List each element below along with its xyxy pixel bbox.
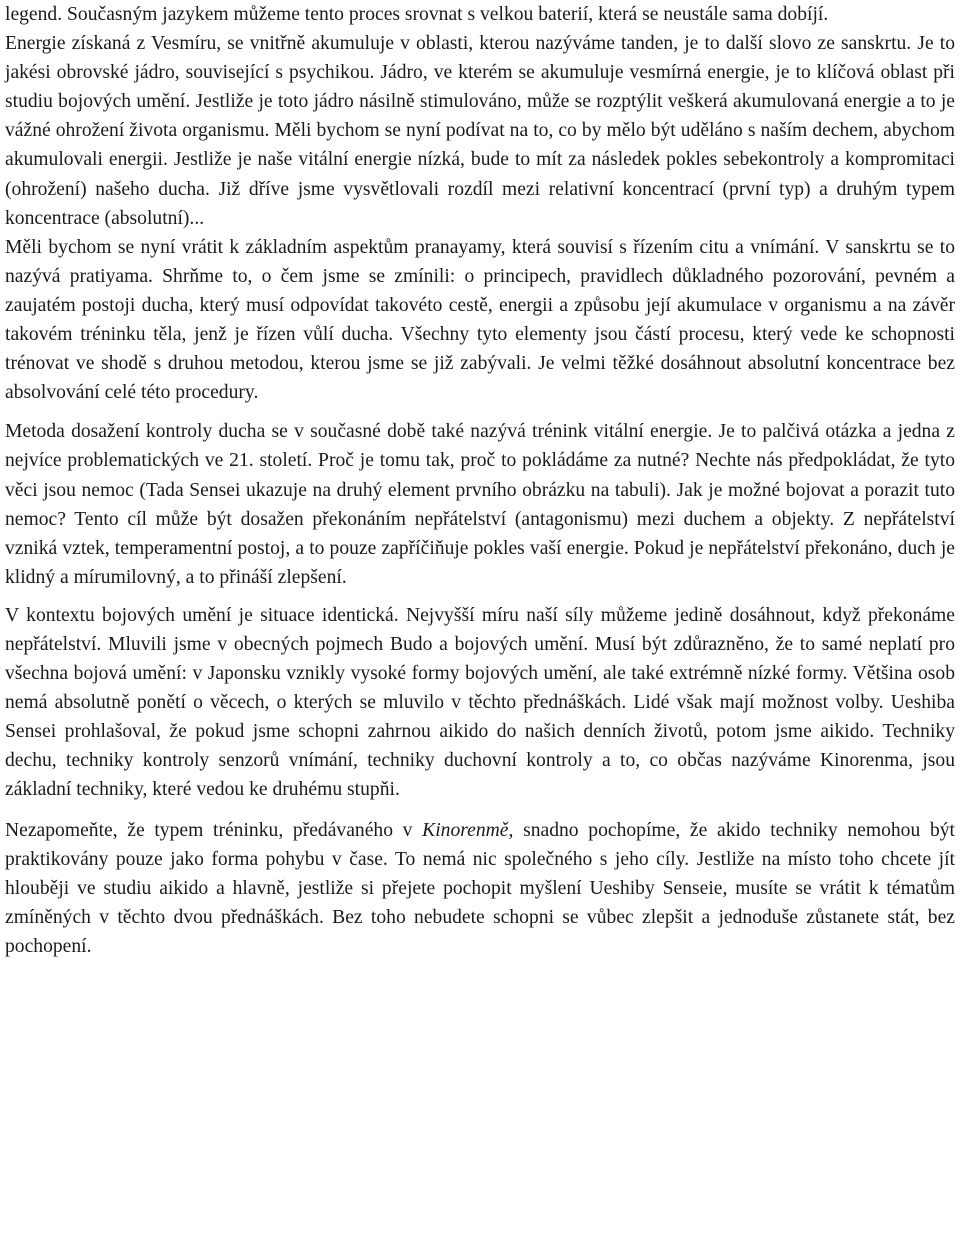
paragraph-vital-energy: Metoda dosažení kontroly ducha se v současné době také nazývá trénink vitální energie. Je to palčivá otázka a jedna z nejvíce problematických ve 21. století. Proč je tomu tak, proč to pokládáme za nutné? Nechte nás předpokládat, že tyto věci jsou nemoc (Tada Sensei ukazuje na druhý element prvního obrázku na tabuli). Jak je možné bojovat a porazit tuto nemoc? Tento cíl může být dosažen překonáním nepřátelství (antagonismu) mezi duchem a objekty. Z nepřátelství vzniká vztek, temperamentní postoj, a to pouze zapříčiňuje pokles vaší energie. Pokud je nepřátelství překonáno, duch je klidný a mírumilovný, a to přináší zlepšení. xyxy=(5,421,955,588)
document-page xyxy=(5,0,955,961)
paragraph-battery: legend. Současným jazykem můžeme tento proces srovnat s velkou baterií, která se neustále sama dobíjí. xyxy=(5,4,829,25)
paragraph-martial-arts: V kontextu bojových umění je situace identická. Nejvyšší míru naší síly můžeme jedině dosáhnout, když překonáme nepřátelství. Mluvili jsme v obecných pojmech Budo a bojových umění. Musí být zdůrazněno, že to samé neplatí pro všechna bojová umění: v Japonsku vznikly vysoké formy bojových umění, ale také extrémně nízké formy. Většina osob nemá absolutně ponětí o věcech, o kterých se mluvilo v těchto přednáškách. Lidé však mají možnost volby. Ueshiba Sensei prohlašoval, že pokud jsme schopni zahrnou aikido do našich denních životů, potom jsme aikido. Techniky dechu, techniky kontroly senzorů vnímání, techniky duchovní kontroly a to, co občas nazýváme Kinorenma, jsou základní techniky, které vedou ke druhému stupňi. xyxy=(5,604,955,801)
kinorenma-italic: Kinorenmě, xyxy=(422,819,514,841)
paragraph-tanden: Energie získaná z Vesmíru, se vnitřně akumuluje v oblasti, kterou nazýváme tanden, je to další slovo ze sanskrtu. Je to jakési obrovské jádro, související s psychikou. Jádro, ve kterém se akumuluje vesmírná energie, je to klíčová oblast při studiu bojových umění. Jestliže je toto jádro násilně stimulováno, může se rozptýlit veškerá akumulovaná energie a to je vážné ohrožení života organismu. Měli bychom se nyní podívat na to, co by mělo být uděláno s naším dechem, abychom akumulovali energii. Jestliže je naše vitální energie nízká, bude to mít za následek pokles sebekontroly a kompromitaci (ohrožení) našeho ducha. Již dříve jsme vysvětlovali rozdíl mezi relativní koncentrací (první typ) a druhým typem koncentrace (absolutní)... xyxy=(5,33,955,229)
kinorenma-text-after: snadno pochopíme, že akido techniky nemohou být praktikovány pouze jako forma pohybu v čase. To nemá nic společného s jeho cíly. Jestliže na místo toho chcete jít hlouběji ve studiu aikido a hlavně, jestliže si přejete pochopit myšlení Ueshiby Senseie, musíte se vrátit k tématům zmíněných v těchto dvou přednáškách. Bez toho nebudete schopni se vůbec zlepšit a jednoduše zůstanete stát, bez pochopení. xyxy=(5,819,955,957)
kinorenma-text-before: Nezapomeňte, že typem tréninku, předávaného v xyxy=(5,819,423,841)
paragraph-kinorenma xyxy=(5,816,955,961)
paragraph-pranayama: Měli bychom se nyní vrátit k základním aspektům pranayamy, která souvisí s řízením citu a vnímání. V sanskrtu se to nazývá pratiyama. Shrňme to, o čem jsme se zmínili: o principech, pravidlech důkladného pozorování, pevném a zaujatém postoji ducha, který musí odpovídat takovéto cestě, energii a způsobu její akumulace v organismu a na závěr takovém tréninku těla, jenž je řízen vůlí ducha. Všechny tyto elementy jsou částí procesu, který vede ke schopnosti trénovat ve shodě s druhou metodou, kterou jsme se již zabývali. Je velmi těžké dosáhnout absolutní koncentrace bez absolvování celé této procedury. xyxy=(5,236,955,404)
